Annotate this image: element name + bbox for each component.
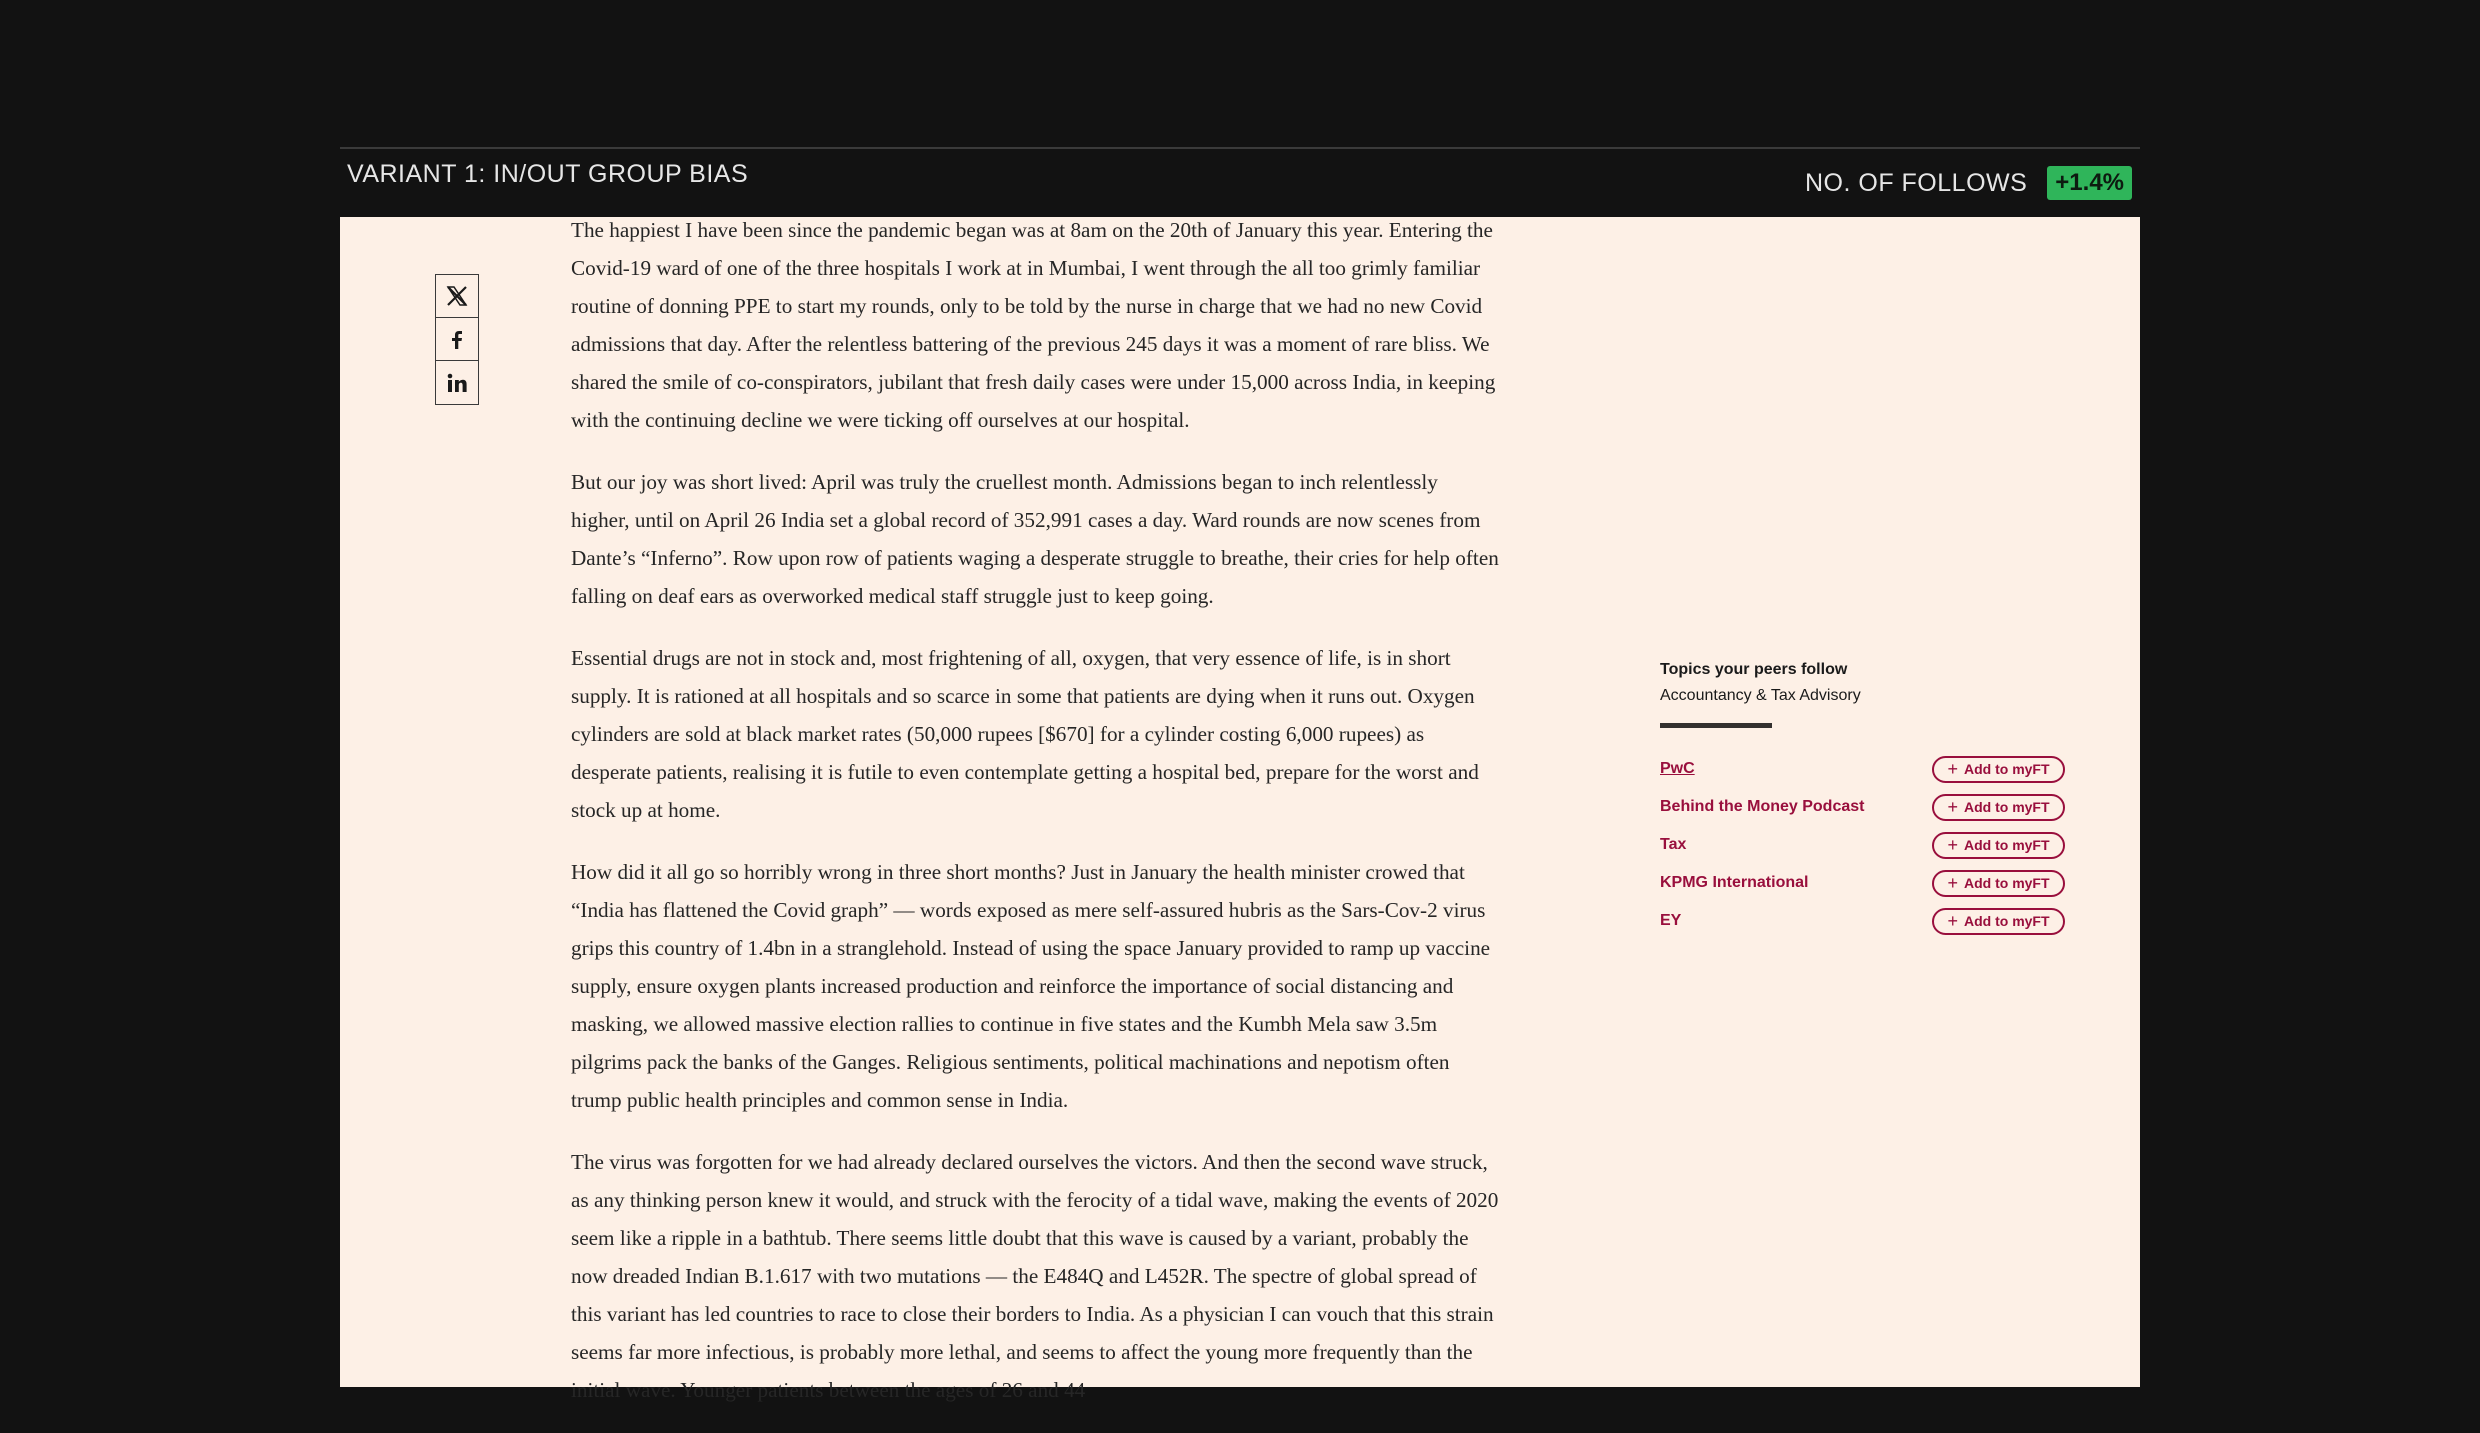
follows-label: NO. OF FOLLOWS	[1804, 168, 2028, 197]
add-button-label: Add to myFT	[1963, 837, 2050, 853]
add-to-myft-button[interactable]	[1932, 756, 2065, 783]
article-paragraph: The virus was forgotten for we had already declared ourselves the victors. And then the second wave struck, as any thinking person knew it would, and struck with the ferocity of a tidal wave, making the events of 2020 seem like a ripple in a bathtub. There seems little doubt that this wave is caused by a variant, probably the now dreaded Indian B.1.617 with two mutations — the E484Q and L452R. The spectre of global spread of this variant has led countries to race to close their borders to India. As a physician I can vouch that this strain seems far more infectious, is probably more lethal, and seems to affect the young more frequently than the initial wave. Younger patients between the ages of 26 and 44	[571, 1150, 1499, 1402]
topic-link-tax[interactable]: Tax	[1660, 836, 1687, 853]
plus-icon: +	[1947, 911, 1958, 931]
topic-link-kpmg[interactable]: KPMG International	[1660, 874, 1809, 891]
plus-icon: +	[1947, 873, 1958, 893]
follows-change-badge: +1.4%	[2047, 166, 2132, 200]
topic-link-ey[interactable]: EY	[1660, 912, 1682, 929]
add-to-myft-button[interactable]	[1932, 832, 2065, 859]
add-button-label: Add to myFT	[1963, 875, 2050, 891]
add-to-myft-button[interactable]	[1932, 794, 2065, 821]
topic-row	[1660, 788, 2065, 826]
topic-row	[1660, 902, 2065, 940]
add-to-myft-button[interactable]	[1932, 870, 2065, 897]
topic-link-pwc[interactable]: PwC	[1660, 760, 1695, 777]
widget-subtitle: Accountancy & Tax Advisory	[1660, 687, 1861, 704]
plus-icon: +	[1947, 759, 1958, 779]
topic-link-behind-the-money[interactable]: Behind the Money Podcast	[1660, 798, 1865, 815]
add-button-label: Add to myFT	[1963, 913, 2050, 929]
facebook-share-button[interactable]	[436, 318, 478, 361]
widget-divider	[1660, 723, 1772, 728]
article-paragraph: The happiest I have been since the pandemic began was at 8am on the 20th of January this year. Entering the Covid-19 ward of one of the three hospitals I work at in Mumbai, I went through the all too grimly familiar routine of donning PPE to start my rounds, only to be told by the nurse in charge that we had no new Covid admissions that day. After the relentless battering of the previous 245 days it was a moment of rare bliss. We shared the smile of co-conspirators, jubilant that fresh daily cases were under 15,000 across India, in keeping with the continuing decline we were ticking off ourselves at our hospital.	[571, 218, 1496, 432]
article-paragraph: But our joy was short lived: April was truly the cruellest month. Admissions began to inch relentlessly higher, until on April 26 India set a global record of 352,991 cases a day. Ward rounds are now scenes from Dante’s “Inferno”. Row upon row of patients waging a desperate struggle to breathe, their cries for help often falling on deaf ears as overworked medical staff struggle just to keep going.	[571, 470, 1499, 608]
article-body	[571, 211, 1501, 1433]
x-share-button[interactable]	[436, 275, 478, 318]
add-to-myft-button[interactable]	[1932, 908, 2065, 935]
widget-title: Topics your peers follow	[1660, 661, 1848, 678]
article-panel	[340, 217, 2140, 1402]
article-paragraph: How did it all go so horribly wrong in three short months? Just in January the health minister crowed that “India has flattened the Covid graph” — words exposed as mere self-assured hubris as the Sars-Cov-2 virus grips this country of 1.4bn in a stranglehold. Instead of using the space January provided to ramp up vaccine supply, ensure oxygen plants increased production and reinforce the importance of social distancing and masking, we allowed massive election rallies to continue in five states and the Kumbh Mela saw 3.5m pilgrims pack the banks of the Ganges. Religious sentiments, political machinations and nepotism often trump public health principles and common sense in India.	[571, 860, 1491, 1112]
linkedin-icon	[445, 371, 469, 395]
variant-label: VARIANT 1: IN/OUT GROUP BIAS	[347, 160, 749, 188]
header-divider	[340, 147, 2140, 149]
linkedin-share-button[interactable]	[436, 361, 478, 404]
add-button-label: Add to myFT	[1963, 761, 2050, 777]
topic-row	[1660, 750, 2065, 788]
plus-icon: +	[1947, 835, 1958, 855]
article-paragraph: Essential drugs are not in stock and, most frightening of all, oxygen, that very essence of life, is in short supply. It is rationed at all hospitals and so scarce in some that patients are dying when it runs out. Oxygen cylinders are sold at black market rates (50,000 rupees [$670] for a cylinder costing 6,000 rupees) as desperate patients, realising it is futile to even contemplate getting a hospital bed, prepare for the worst and stock up at home.	[571, 646, 1479, 822]
share-bar	[435, 274, 479, 405]
add-button-label: Add to myFT	[1963, 799, 2050, 815]
facebook-icon	[445, 327, 469, 351]
plus-icon: +	[1947, 797, 1958, 817]
peer-topics-widget	[1660, 661, 2065, 940]
topic-row	[1660, 826, 2065, 864]
x-logo-icon	[445, 284, 469, 308]
topic-row	[1660, 864, 2065, 902]
follows-indicator	[1805, 166, 2132, 200]
